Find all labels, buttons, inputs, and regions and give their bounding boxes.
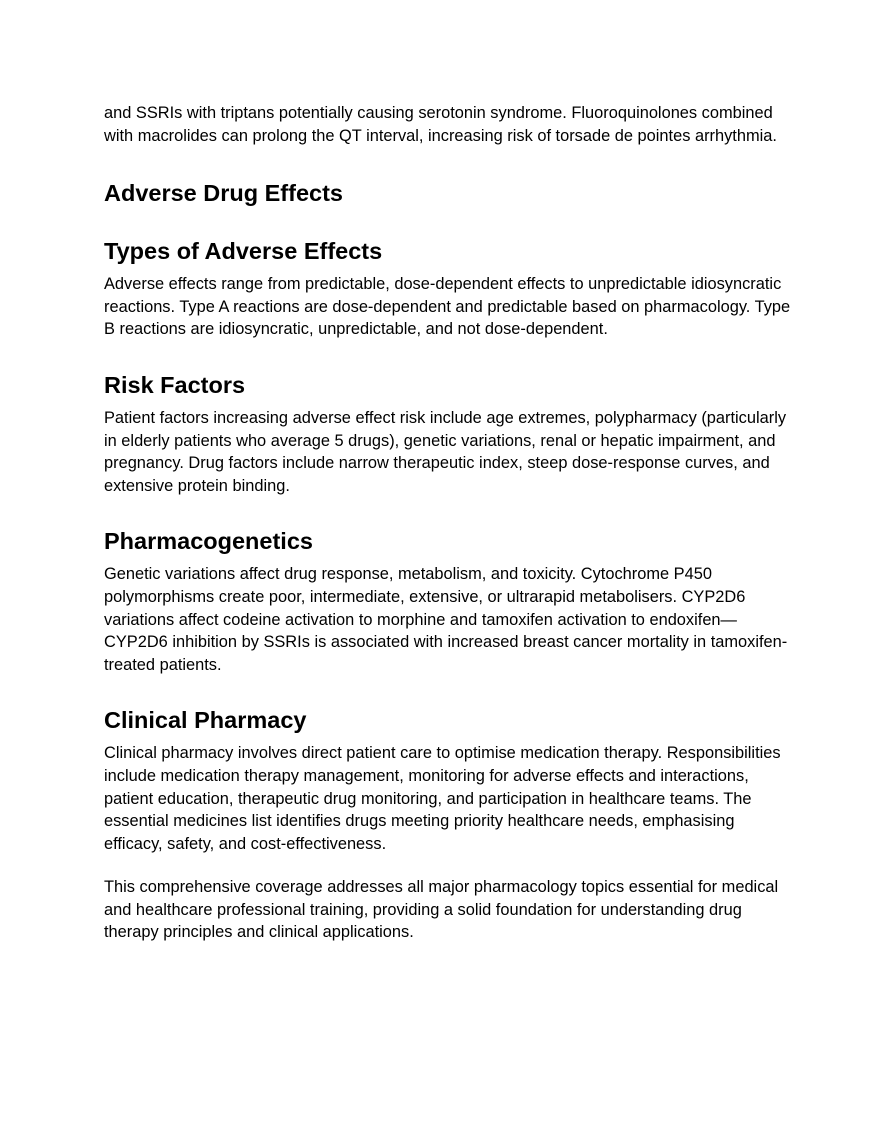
paragraph-risk-factors: Patient factors increasing adverse effect risk include age extremes, polypharmacy (particularly in elderly patients who average 5 drugs), genetic variations, renal or hepatic impairment, and pregnancy. Drug factors include narrow therapeutic index, steep dose-response curves, and extensive protein binding.: [104, 408, 787, 495]
paragraph-pharmacogenetics: Genetic variations affect drug response, metabolism, and toxicity. Cytochrome P450 polymorphisms create poor, intermediate, extensive, or ultrarapid metabolisers. CYP2D6 variations affect codeine activation to morphine and tamoxifen activation to endoxifen—CYP2D6 inhibition by SSRIs is associated with increased breast cancer mortality in tamoxifen-treated patients.: [104, 565, 788, 674]
heading-pharmacogenetics: Pharmacogenetics: [104, 528, 313, 555]
section-title-adverse-drug-effects: Adverse Drug Effects: [104, 180, 343, 207]
document-page: [104, 102, 794, 944]
heading-clinical-pharmacy: Clinical Pharmacy: [104, 707, 307, 734]
heading-types-of-adverse-effects: Types of Adverse Effects: [104, 238, 383, 265]
paragraph-types-of-adverse-effects: Adverse effects range from predictable, dose-dependent effects to unpredictable idiosyncratic reactions. Type A reactions are dose-dependent and predictable based on pharmacology. Type B reactions are idiosyncratic, unpredictable, and not dose-dependent.: [104, 275, 791, 339]
heading-risk-factors: Risk Factors: [104, 371, 246, 398]
intro-paragraph: and SSRIs with triptans potentially causing serotonin syndrome. Fluoroquinolones combined with macrolides can prolong the QT interval, increasing risk of torsade de pointes arrhythmia.: [104, 104, 777, 145]
paragraph-clinical-pharmacy: Clinical pharmacy involves direct patient care to optimise medication therapy. Responsibilities include medication therapy management, monitoring for adverse effects and interactions, patient education, therapeutic drug monitoring, and participation in healthcare teams. The essential medicines list identifies drugs meeting priority healthcare needs, emphasising efficacy, safety, and cost-effectiveness.: [104, 744, 781, 853]
paragraph-conclusion: This comprehensive coverage addresses all major pharmacology topics essential for medical and healthcare professional training, providing a solid foundation for understanding drug therapy principles and clinical applications.: [104, 878, 779, 942]
